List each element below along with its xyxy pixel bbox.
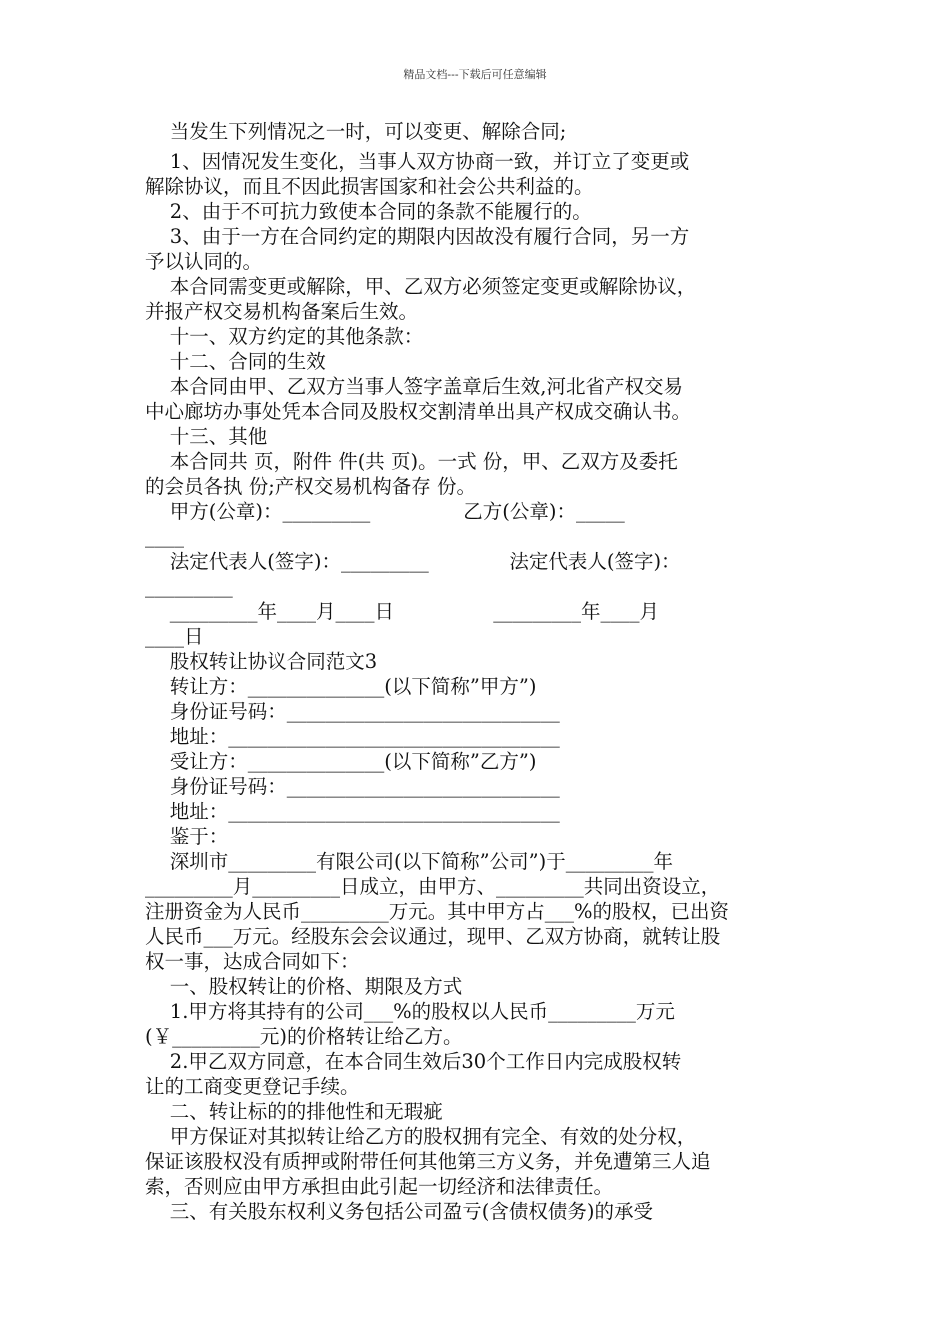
text-line: ____ xyxy=(145,525,184,548)
text-line: 中心廊坊办事处凭本合同及股权交割清单出具产权成交确认书。 xyxy=(145,400,692,423)
text-line: 三、有关股东权利义务包括公司盈亏(含债权债务)的承受 xyxy=(145,1200,654,1223)
text-line: 并报产权交易机构备案后生效。 xyxy=(145,300,419,323)
text-line: 股权转让协议合同范文3 xyxy=(145,650,378,673)
text-line: 人民币___万元。经股东会会议通过，现甲、乙双方协商，就转让股 xyxy=(145,925,721,948)
text-line: 地址：__________________________________ xyxy=(145,725,560,748)
text-line: ____日 xyxy=(145,625,204,648)
text-line: _________ xyxy=(145,575,233,598)
text-line: 身份证号码：____________________________ xyxy=(145,700,560,723)
text-line: (￥_________元)的价格转让给乙方。 xyxy=(145,1025,463,1048)
text-line: 解除协议，而且不因此损害国家和社会公共利益的。 xyxy=(145,175,594,198)
text-line: 本合同需变更或解除，甲、乙双方必须签定变更或解除协议， xyxy=(145,275,697,298)
text-line: 本合同共 页，附件 件(共 页)。一式 份，甲、乙双方及委托 xyxy=(145,450,678,473)
text-line: 一、股权转让的价格、期限及方式 xyxy=(145,975,463,998)
text-line: 本合同由甲、乙双方当事人签字盖章后生效,河北省产权交易 xyxy=(145,375,683,398)
text-line: _________月_________日成立，由甲方、_________共同出资设立， xyxy=(145,875,721,898)
text-line: 2、由于不可抗力致使本合同的条款不能履行的。 xyxy=(145,200,592,223)
text-line: 索，否则应由甲方承担由此引起一切经济和法律责任。 xyxy=(145,1175,614,1198)
text-line: 转让方：______________(以下简称”甲方”) xyxy=(145,675,537,698)
text-line: 1、因情况发生变化，当事人双方协商一致，并订立了变更或 xyxy=(145,150,690,173)
text-line: 2.甲乙双方同意，在本合同生效后30个工作日内完成股权转 xyxy=(145,1050,682,1073)
text-line: 权一事，达成合同如下： xyxy=(145,950,360,973)
text-line: 鉴于： xyxy=(145,825,229,848)
text-line: 十三、其他 xyxy=(145,425,268,448)
text-line: 注册资金为人民币_________万元。其中甲方占___%的股权，已出资 xyxy=(145,900,730,923)
text-line: _________年____月____日 _________年____月 xyxy=(145,600,659,623)
text-line: 深圳市_________有限公司(以下简称”公司”)于_________年 xyxy=(145,850,673,873)
text-line: 十一、双方约定的其他条款： xyxy=(145,325,424,348)
text-line: 保证该股权没有质押或附带任何其他第三方义务，并免遭第三人追 xyxy=(145,1150,711,1173)
text-line: 法定代表人(签字)：_________ 法定代表人(签字)： xyxy=(145,550,681,573)
page-header: 精品文档---下载后可任意编辑 xyxy=(403,68,547,81)
text-line: 的会员各执 份;产权交易机构备存 份。 xyxy=(145,475,476,498)
text-line: 让的工商变更登记手续。 xyxy=(145,1075,360,1098)
text-line: 地址：__________________________________ xyxy=(145,800,560,823)
text-line: 予以认同的。 xyxy=(145,250,263,273)
text-line: 1.甲方将其持有的公司___%的股权以人民币_________万元 xyxy=(145,1000,675,1023)
text-line: 甲方保证对其拟转让给乙方的股权拥有完全、有效的处分权， xyxy=(145,1125,697,1148)
text-line: 身份证号码：____________________________ xyxy=(145,775,560,798)
text-line: 3、由于一方在合同约定的期限内因故没有履行合同，另一方 xyxy=(145,225,690,248)
text-line: 甲方(公章)：_________ 乙方(公章)：_____ xyxy=(145,500,625,523)
text-line: 十二、合同的生效 xyxy=(145,350,326,373)
text-line: 受让方：______________(以下简称”乙方”) xyxy=(145,750,537,773)
text-line: 当发生下列情况之一时，可以变更、解除合同; xyxy=(145,120,567,143)
text-line: 二、转让标的的排他性和无瑕疵 xyxy=(145,1100,443,1123)
